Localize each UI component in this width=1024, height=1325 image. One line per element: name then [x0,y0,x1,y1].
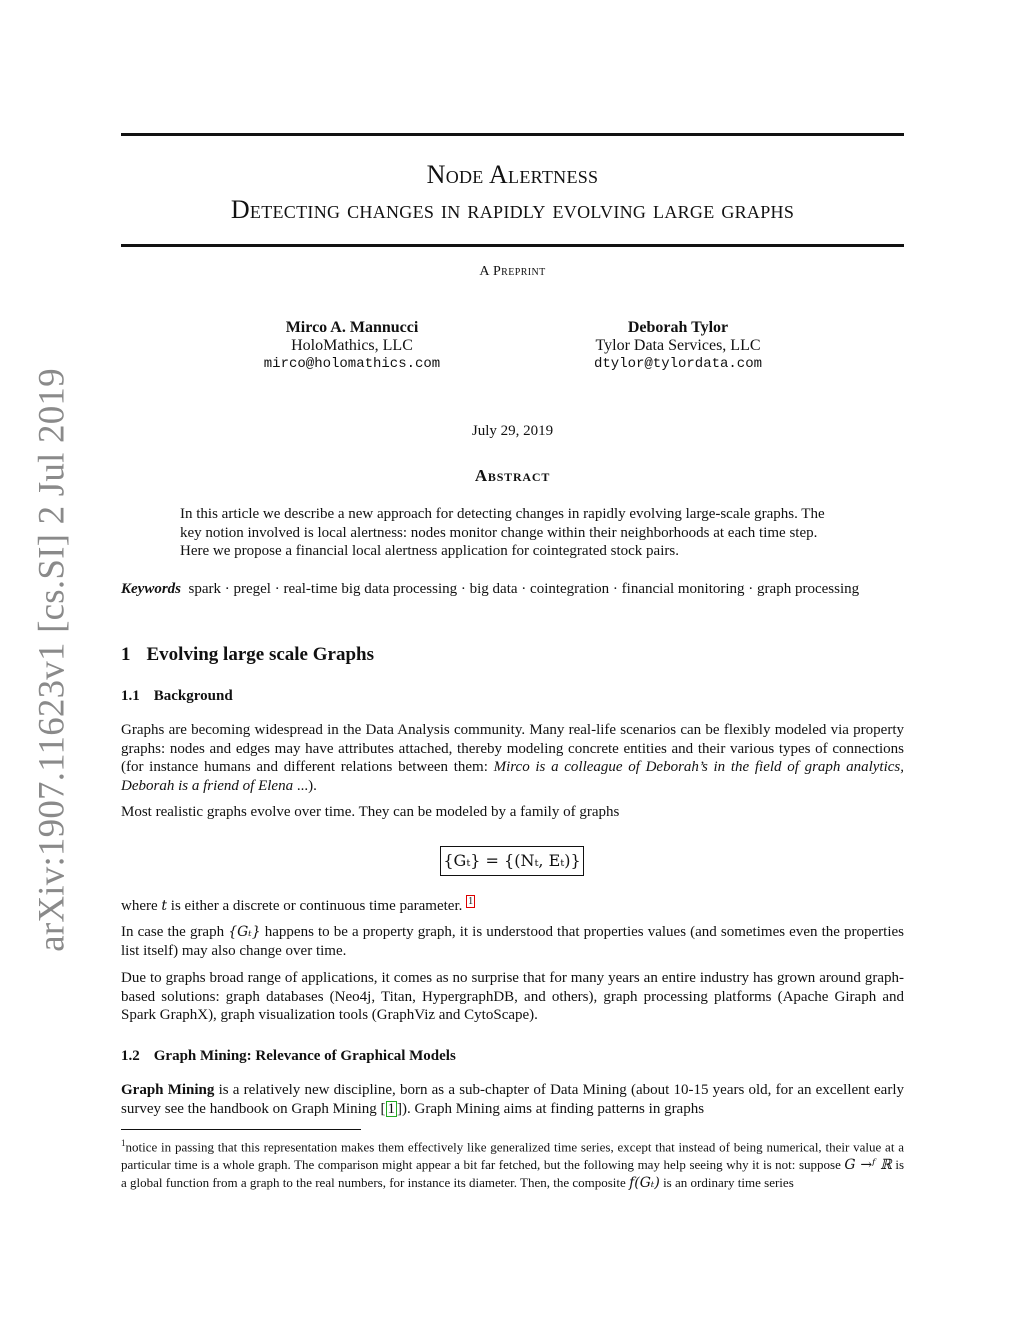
paragraph: Due to graphs broad range of applications, it comes as no surprise that for many years an entire industry has grown around graph-based solutions: graph databases (Neo4j, Titan, HypergraphDB, and others), graph processing platforms (Apache Giraph and Spark GraphX), graph visualization tools (GraphViz and CytoScape). [121,970,904,1023]
paragraph [121,923,904,960]
footnote [121,1134,904,1192]
section-heading [121,644,374,666]
author-name: Mirco A. Mannucci [285,319,419,336]
paragraph [121,721,904,795]
math-expression: {Gₜ} [228,924,261,940]
math-expression: G →ᶠ ℝ [844,1157,892,1174]
math-variable: t [161,898,168,914]
subsection-title: Background [153,688,233,704]
paragraph-text: Graphs are becoming widespread in the Data Analysis community. Many real-life scenarios can be flexibly modeled via property graphs: nodes and edges may have attributes attached, thereby modeling concrete entities and their various types of connections (for instance humans and different relations between them: [121,722,904,775]
title-line-2: Detecting changes in rapidly evolving large graphs [230,195,795,224]
author-block-2 [508,319,848,373]
arxiv-margin-stamp: arXiv:1907.11623v1 [cs.SI] 2 Jul 2019 [31,368,73,952]
paragraph-text: is either a discrete or continuous time parameter. [167,898,467,914]
abstract-heading: Abstract [474,466,551,485]
paragraph-text: In case the graph [121,924,229,940]
paragraph-text: happens to be a property graph, it is understood that properties values (and sometimes even the properties list itself) may also change over time. [121,924,904,959]
author-affiliation: HoloMathics, LLC [291,337,413,354]
paragraph-text: is a relatively new discipline, born as a sub-chapter of Data Mining (about 10-15 years old, for an excellent early survey see the handbook on Graph Mining [ [121,1082,904,1117]
footnote-text: is a global function from a graph to the real numbers, for instance its diameter. Then, the composite [121,1157,904,1191]
abstract-text: In this article we describe a new approach for detecting changes in rapidly evolving large-scale graphs. The key notion involved is local alertness: nodes monitor change within their neighborhoods at each time step. Here we propose a financial local alertness application for cointegrated stock pairs. [180,506,825,559]
footnote-mark: 1 [121,1138,126,1148]
author-name: Deborah Tylor [627,319,729,336]
paragraph: Most realistic graphs evolve over time. They can be modeled by a family of graphs [121,804,620,820]
preprint-label: A Preprint [479,264,546,279]
subsection-number: 1.2 [121,1048,140,1064]
paragraph [121,895,904,916]
citation-link[interactable]: 1 [387,1100,396,1117]
paragraph-italic-text: Mirco is a colleague of Deborah’s in the field of graph analytics, Deborah is a friend of Elena [121,759,905,794]
math-expression: f(Gₜ) [629,1175,660,1192]
author-block-1 [182,319,522,373]
paragraph-text-end: ]). Graph Mining aims at finding patterns in graphs [397,1100,705,1117]
subsection-title: Graph Mining: Relevance of Graphical Models [153,1048,456,1064]
keywords [121,580,904,599]
footnote-rule [121,1129,361,1130]
title-line-1: Node Alertness [426,160,599,189]
footnote-text: notice in passing that this representation makes them effectively like generalized time series, except that instead of being numerical, their value at a particular time is a whole graph. The comparison might appear a bit far fetched, but the following may help seeing why it is not: suppose [121,1139,904,1173]
title-top-rule [121,133,904,136]
paragraph-text: where [121,898,162,914]
section-title: Evolving large scale Graphs [146,644,374,665]
paragraph-bold-term: Graph Mining [121,1082,215,1098]
keywords-list: spark · pregel · real-time big data processing · big data · cointegration · financial monitoring · graph processing [188,581,860,597]
author-affiliation: Tylor Data Services, LLC [595,337,761,354]
section-number: 1 [121,644,131,665]
subsection-heading [121,688,233,705]
keywords-label: Keywords [121,581,181,597]
footnote-text: is an ordinary time series [659,1175,794,1191]
boxed-equation: {Gₜ} = {(Nₜ, Eₜ)} [440,846,584,876]
author-email[interactable]: dtylor@tylordata.com [593,356,763,372]
paragraph-text-end: ...). [293,777,317,794]
footnote-link[interactable]: 1 [468,896,474,907]
title-bottom-rule [121,244,904,247]
paragraph [121,1081,904,1118]
subsection-heading [121,1048,456,1065]
subsection-number: 1.1 [121,688,140,704]
author-email[interactable]: mirco@holomathics.com [263,356,441,372]
paper-date: July 29, 2019 [471,423,554,439]
